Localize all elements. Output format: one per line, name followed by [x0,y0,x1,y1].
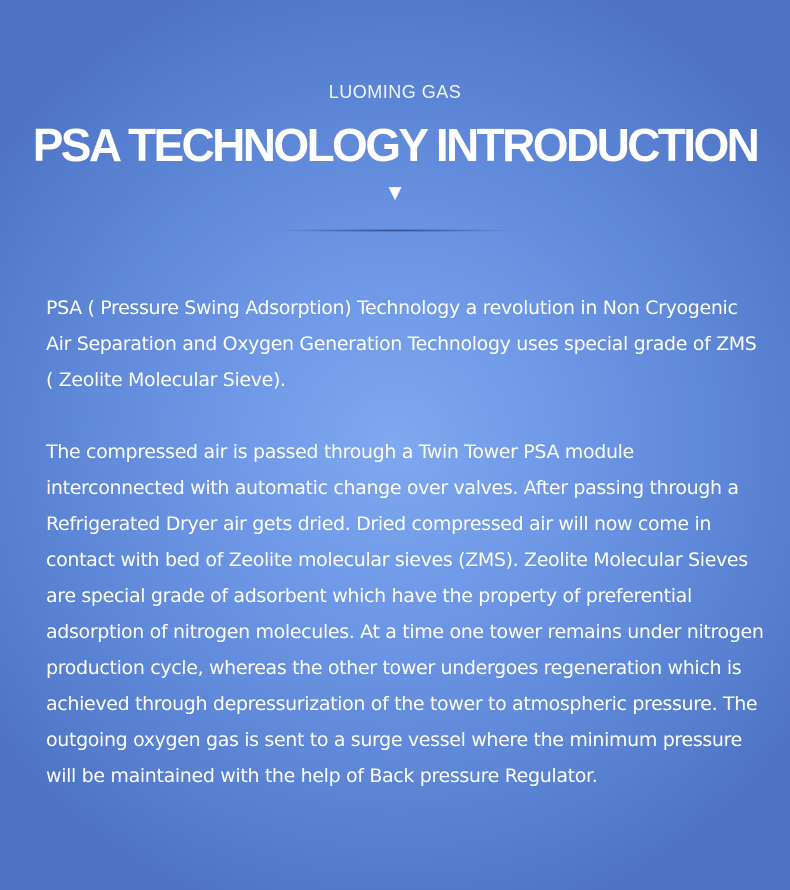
triangle-down-icon: ▼ [388,183,402,203]
brand-name: LUOMING GAS [328,82,462,102]
intro-paragraph-psa: PSA ( Pressure Swing Adsorption) Technology a revolution in Non Cryogenic Air Separation and Oxygen Generation Technology uses special grade of ZMS ( Zeolite Molecular Sieve). [46,297,757,391]
intro-paragraph-process: The compressed air is passed through a Twin Tower PSA module interconnected with automatic change over valves. After passing through a Refrigerated Dryer air gets dried. Dried compressed air will now come in contact with bed of Zeolite molecular sieves (ZMS). Zeolite Molecular Sieves are special grade of adsorbent which have the property of preferential adsorption of nitrogen molecules. At a time one tower remains under nitrogen production cycle, whereas the other tower undergoes regeneration which is achieved through depressurization of the tower to atmospheric pressure. The outgoing oxygen gas is sent to a surge vessel where the minimum pressure will be maintained with the help of Back pressure Regulator. [46,441,764,787]
page-title: PSA TECHNOLOGY INTRODUCTION [32,119,758,171]
intro-content [46,290,766,794]
section-divider [275,229,515,232]
